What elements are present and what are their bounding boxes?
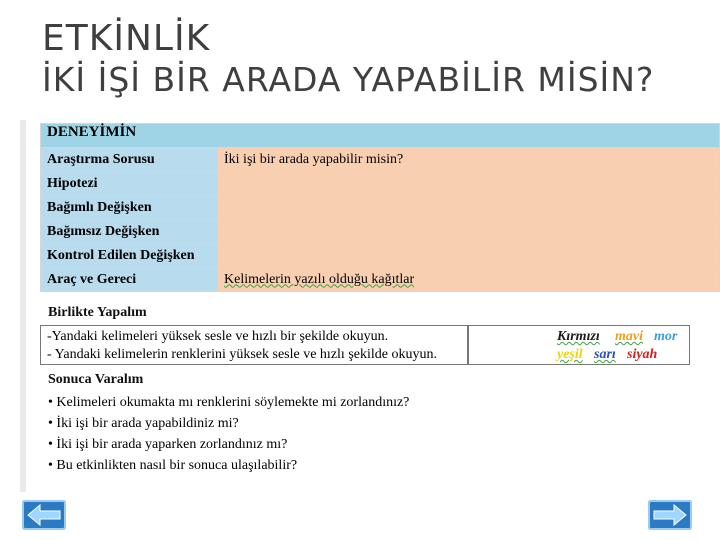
arrow-left-icon <box>22 500 66 530</box>
table-row <box>41 196 720 220</box>
row-label: Bağımlı Değişken <box>41 196 218 220</box>
color-word: mavi <box>615 329 643 344</box>
color-words-box <box>468 325 690 365</box>
color-word: Kırmızı <box>557 329 600 344</box>
table-row <box>41 268 720 292</box>
row-label: Kontrol Edilen Değişken <box>41 244 218 268</box>
row-value <box>218 244 720 268</box>
color-word: mor <box>654 329 678 344</box>
table-header: DENEYİMİN <box>41 124 720 148</box>
section-title-sonuca: Sonuca Varalım <box>48 372 144 387</box>
table-row <box>41 172 720 196</box>
experiment-table <box>40 123 720 292</box>
row-value <box>218 220 720 244</box>
row-value: İki işi bir arada yapabilir misin? <box>218 148 720 172</box>
table-row <box>41 244 720 268</box>
arrow-right-icon <box>648 500 692 530</box>
list-item: • Bu etkinlikten nasıl bir sonuca ulaşılabilir? <box>48 455 409 476</box>
instruction-line: - Yandaki kelimelerin renklerini yüksek sesle ve hızlı şekilde okuyun. <box>47 347 437 362</box>
table-header-row <box>41 124 720 148</box>
worksheet <box>20 120 705 492</box>
sheet-edge <box>20 120 26 492</box>
table-row <box>41 220 720 244</box>
color-word: sarı <box>594 347 616 362</box>
row-value <box>218 196 720 220</box>
next-button[interactable] <box>648 500 692 530</box>
activity-title: ETKİNLİK <box>42 18 211 59</box>
row-label: Hipotezi <box>41 172 218 196</box>
list-item: • İki işi bir arada yaparken zorlandınız mı? <box>48 434 409 455</box>
instruction-line: -Yandaki kelimeleri yüksek sesle ve hızlı bir şekilde okuyun. <box>47 329 389 344</box>
row-label: Araştırma Sorusu <box>41 148 218 172</box>
color-word: siyah <box>627 347 658 362</box>
previous-button[interactable] <box>22 500 66 530</box>
list-item: • Kelimeleri okumakta mı renklerini söylemekte mi zorlandınız? <box>48 392 409 413</box>
list-item: • İki işi bir arada yapabildiniz mi? <box>48 413 409 434</box>
activity-subtitle: İKİ İŞİ BİR ARADA YAPABİLİR MİSİN? <box>42 60 655 99</box>
row-value <box>218 172 720 196</box>
question-list <box>48 392 409 476</box>
row-label: Araç ve Gereci <box>41 268 218 292</box>
row-label: Bağımsız Değişken <box>41 220 218 244</box>
section-title-birlikte: Birlikte Yapalım <box>48 305 147 320</box>
materials-text: Kelimelerin yazılı olduğu kağıtlar <box>224 271 415 287</box>
color-word: yeşil <box>557 347 583 362</box>
row-value <box>218 268 720 292</box>
instructions-box <box>40 325 468 365</box>
table-row <box>41 148 720 172</box>
